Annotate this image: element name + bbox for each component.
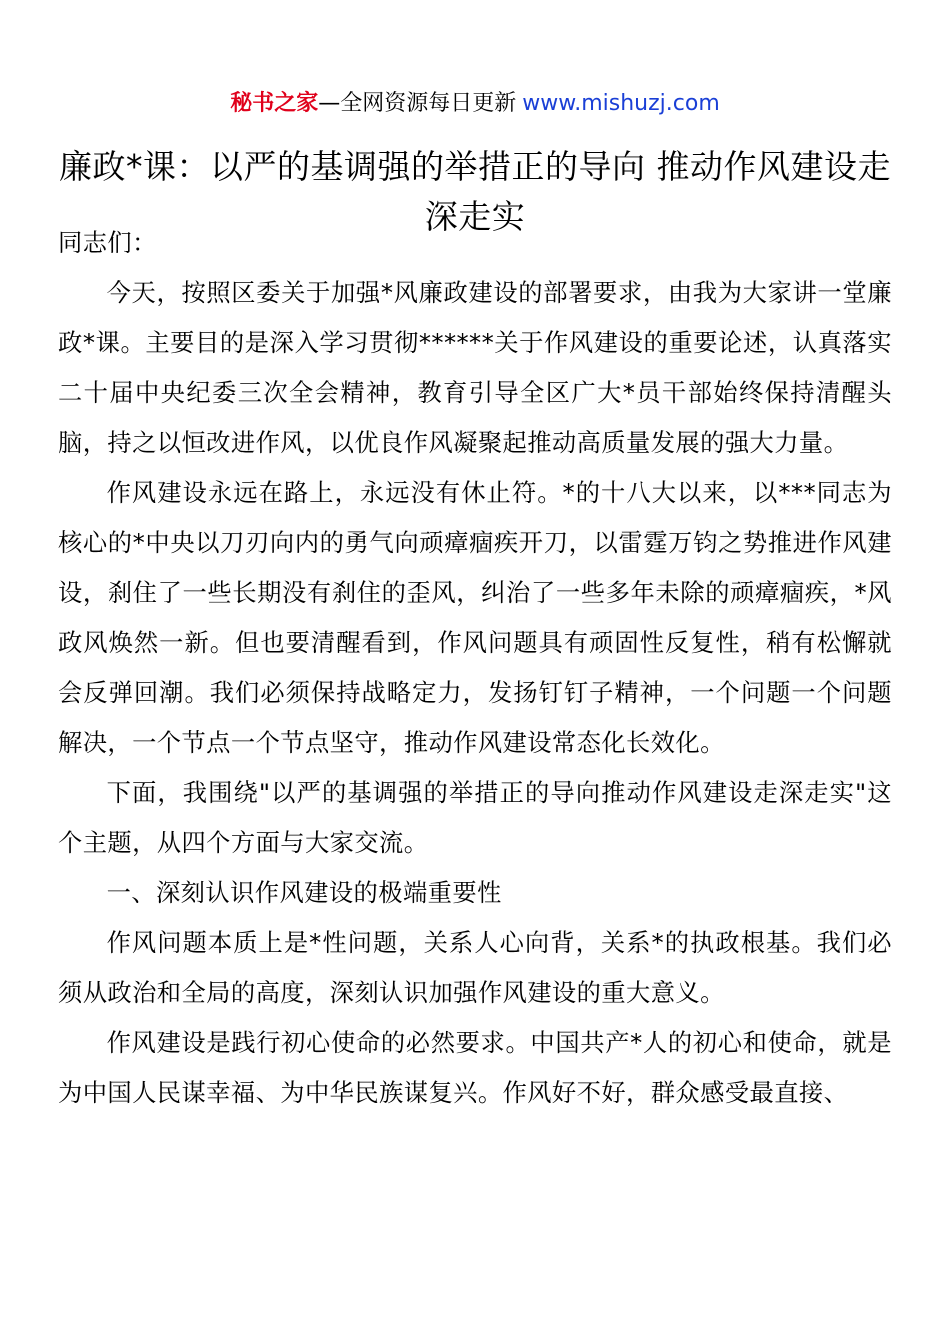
- section-heading-1: 一、深刻认识作风建设的极端重要性: [106, 878, 502, 907]
- paragraph-outline: 下面，我围绕"以严的基调强的举措正的导向推动作风建设走深走实"这个主题，从四个方面与大家交流。: [58, 778, 892, 857]
- site-name: 秘书之家: [230, 91, 319, 116]
- site-url-link[interactable]: www.mishuzj.com: [522, 91, 720, 116]
- site-slogan: —全网资源每日更新: [318, 91, 517, 116]
- salutation: 同志们：: [58, 228, 157, 257]
- site-header: [0, 88, 950, 120]
- document-title: 廉政*课：以严的基调强的举措正的导向 推动作风建设走深走实: [59, 147, 891, 236]
- document-body: [58, 218, 892, 1118]
- paragraph-section-1-intro: 作风问题本质上是*性问题，关系人心向背，关系*的执政根基。我们必须从政治和全局的高度，深刻认识加强作风建设的重大意义。: [58, 928, 892, 1007]
- paragraph-background: 作风建设永远在路上，永远没有休止符。*的十八大以来，以***同志为核心的*中央以刀刃向内的勇气向顽瘴痼疾开刀，以雷霆万钧之势推进作风建设，刹住了一些长期没有刹住的歪风，纠治了一些多年未除的顽瘴痼疾，*风政风焕然一新。但也要清醒看到，作风问题具有顽固性反复性，稍有松懈就会反弹回潮。我们必须保持战略定力，发扬钉钉子精神，一个问题一个问题解决，一个节点一个节点坚守，推动作风建设常态化长效化。: [58, 478, 892, 757]
- paragraph-section-1-point-1: 作风建设是践行初心使命的必然要求。中国共产*人的初心和使命，就是为中国人民谋幸福、为中华民族谋复兴。作风好不好，群众感受最直接、: [58, 1028, 892, 1107]
- paragraph-intro: 今天，按照区委关于加强*风廉政建设的部署要求，由我为大家讲一堂廉政*课。主要目的是深入学习贯彻******关于作风建设的重要论述，认真落实二十届中央纪委三次全会精神，教育引导全区广大*员干部始终保持清醒头脑，持之以恒改进作风，以优良作风凝聚起推动高质量发展的强大力量。: [58, 278, 892, 457]
